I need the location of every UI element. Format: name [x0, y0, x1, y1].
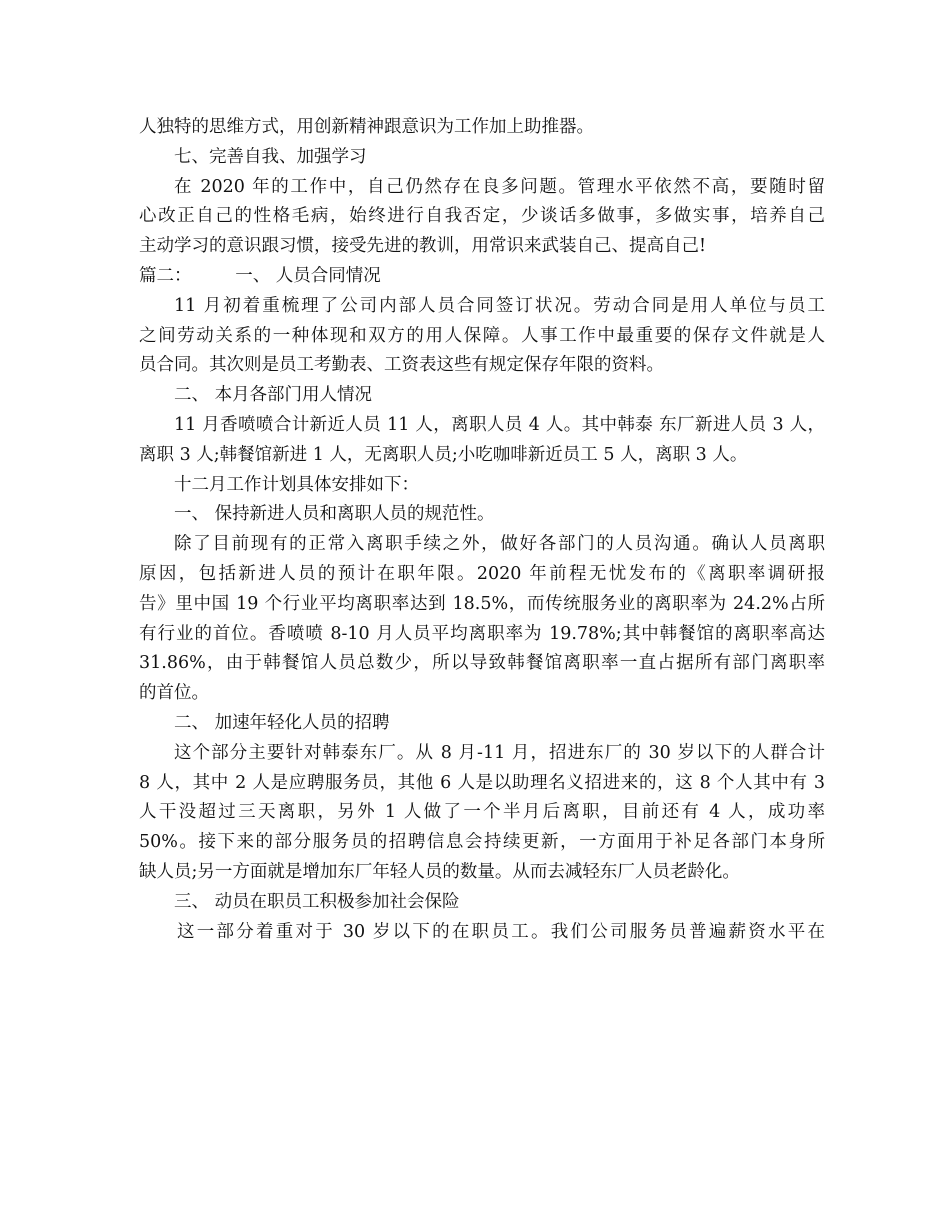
text-line: 心改正自己的性格毛病，始终进行自我否定，少谈话多做事，多做实事，培养自己 — [139, 206, 825, 227]
document-page — [139, 113, 825, 947]
text-line: 原因，包括新进人员的预计在职年限。2020 年前程无忧发布的《离职率调研报 — [139, 563, 825, 584]
text-line: 员合同。其次则是员工考勤表、工资表这些有规定保存年限的资料。 — [139, 355, 664, 376]
text-line: 11 月香喷喷合计新近人员 11 人，离职人员 4 人。其中韩泰 东厂新进人员 3 人， — [174, 414, 825, 435]
text-line: 31.86%，由于韩餐馆人员总数少，所以导致韩餐馆离职率一直占据所有部门离职率 — [139, 653, 825, 674]
text-line: 告》里中国 19 个行业平均离职率达到 18.5%，而传统服务业的离职率为 24.2%占所 — [139, 593, 825, 614]
text-line: 的首位。 — [139, 683, 209, 704]
text-line: 之间劳动关系的一种体现和双方的用人保障。人事工作中最重要的保存文件就是人 — [139, 325, 825, 346]
section-heading: 篇二： 一、 人员合同情况 — [139, 265, 381, 286]
text-line: 8 人，其中 2 人是应聘服务员，其他 6 人是以助理名义招进来的，这 8 个人其中有 3 — [139, 772, 825, 793]
section-heading: 二、 加速年轻化人员的招聘 — [174, 712, 390, 733]
section-heading: 三、 动员在职员工积极参加社会保险 — [174, 891, 460, 912]
text-line: 离职 3 人;韩餐馆新进 1 人，无离职人员;小吃咖啡新近员工 5 人，离职 3 人。 — [139, 444, 748, 465]
section-heading: 十二月工作计划具体安排如下： — [174, 474, 419, 495]
text-line: 除了目前现有的正常入离职手续之外，做好各部门的人员沟通。确认人员离职 — [174, 534, 825, 555]
section-heading: 七、完善自我、加强学习 — [174, 146, 367, 167]
text-line: 人干没超过三天离职，另外 1 人做了一个半月后离职，目前还有 4 人，成功率 — [139, 802, 825, 823]
text-line: 这个部分主要针对韩泰东厂。从 8 月-11 月，招进东厂的 30 岁以下的人群合计 — [174, 742, 825, 763]
text-line: 人独特的思维方式，用创新精神跟意识为工作加上助推器。 — [139, 117, 594, 137]
section-heading: 二、 本月各部门用人情况 — [174, 385, 373, 406]
text-line: 在 2020 年的工作中，自己仍然存在良多问题。管理水平依然不高，要随时留 — [174, 176, 825, 197]
text-line: 主动学习的意识跟习惯，接受先进的教训，用常识来武装自己、提高自己! — [139, 236, 707, 257]
text-line: 这一部分着重对于 30 岁以下的在职员工。我们公司服务员普遍薪资水平在 — [177, 921, 825, 942]
text-line: 有行业的首位。香喷喷 8-10 月人员平均离职率为 19.78%;其中韩餐馆的离职率高达 — [139, 623, 825, 644]
text-line: 50%。接下来的部分服务员的招聘信息会持续更新，一方面用于补足各部门本身所 — [139, 832, 825, 853]
section-heading: 一、 保持新进人员和离职人员的规范性。 — [174, 504, 495, 525]
text-line: 11 月初着重梳理了公司内部人员合同签订状况。劳动合同是用人单位与员工 — [174, 295, 825, 316]
text-line: 缺人员;另一方面就是增加东厂年轻人员的数量。从而去减轻东厂人员老龄化。 — [139, 861, 740, 882]
